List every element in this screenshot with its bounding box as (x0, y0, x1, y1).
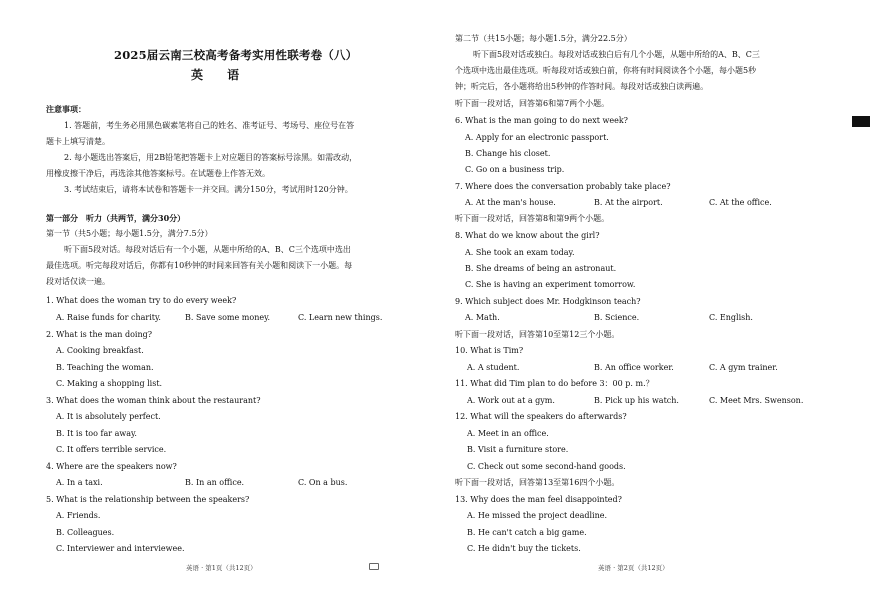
question: 3. What does the woman think about the restaurant? (46, 396, 261, 405)
section-heading: 第一节（共5小题；每小题1.5分，满分7.5分） (46, 229, 213, 238)
question: 11. What did Tim plan to do before 3：00 p. m.？ (455, 379, 654, 388)
instruction-line: 听下面5段对话。每段对话后有一个小题，从题中所给的A、B、C三个选项中选出 (64, 245, 351, 254)
option-a: A. It is absolutely perfect. (56, 412, 161, 421)
question: 1. What does the woman try to do every week? (46, 296, 237, 305)
notice-line: 1. 答题前，考生务必用黑色碳素笔将自己的姓名、准考证号、考场号、座位号在答 (64, 121, 355, 130)
subject-title: 英 语 (191, 68, 250, 82)
page-footer: 英语 · 第2页（共12页） (598, 564, 669, 572)
option-b: B. Science. (594, 313, 640, 322)
option-c: C. On a bus. (298, 478, 348, 487)
option-a: A. A student. (467, 363, 520, 372)
question: 6. What is the man going to do next week? (455, 116, 628, 125)
listening-hint: 听下面一段对话，回答第6和第7两个小题。 (455, 99, 610, 108)
binding-mark-icon (852, 116, 870, 127)
option-a: A. Meet in an office. (467, 429, 549, 438)
option-c: C. Check out some second-hand goods. (467, 462, 626, 471)
option-c: C. Learn new things. (298, 313, 383, 322)
instruction-line: 段对话仅读一遍。 (46, 277, 110, 286)
option-c: C. She is having an experiment tomorrow. (465, 280, 636, 289)
option-b: B. Pick up his watch. (594, 396, 679, 405)
option-a: A. Raise funds for charity. (56, 313, 161, 322)
listening-hint: 听下面一段对话，回答第8和第9两个小题。 (455, 214, 610, 223)
option-a: A. Work out at a gym. (467, 396, 555, 405)
option-b: B. In an office. (185, 478, 245, 487)
listening-hint: 听下面一段对话，回答第13至第16四个小题。 (455, 478, 620, 487)
option-c: C. Interviewer and interviewee. (56, 544, 185, 553)
option-a: A. She took an exam today. (465, 248, 575, 257)
instruction-line: 个选项中选出最佳选项。听每段对话或独白前，你将有时间阅读各个小题，每小题5秒 (455, 66, 757, 75)
question: 9. Which subject does Mr. Hodgkinson teach? (455, 297, 641, 306)
part-heading: 第一部分 听力（共两节，满分30分） (46, 213, 186, 223)
option-b: B. Teaching the woman. (56, 363, 154, 372)
instruction-line: 听下面5段对话或独白。每段对话或独白后有几个小题，从题中所给的A、B、C三 (473, 50, 760, 59)
listening-hint: 听下面一段对话，回答第10至第12三个小题。 (455, 330, 620, 339)
option-a: A. In a taxi. (56, 478, 103, 487)
notice-line: 2. 每小题选出答案后，用2B铅笔把答题卡上对应题目的答案标号涂黑。如需改动， (64, 153, 358, 162)
question: 4. Where are the speakers now? (46, 462, 177, 471)
instruction-line: 最佳选项。听完每段对话后，你都有10秒钟的时间来回答有关小题和阅读下一小题。每 (46, 261, 353, 270)
option-b: B. He can't catch a big game. (467, 528, 587, 537)
option-b: B. At the airport. (594, 198, 663, 207)
option-a: A. At the man's house. (465, 198, 556, 207)
question: 5. What is the relationship between the speakers? (46, 495, 250, 504)
option-b: B. Save some money. (185, 313, 271, 322)
question: 12. What will the speakers do afterwards? (455, 412, 627, 421)
option-b: B. Change his closet. (465, 149, 551, 158)
option-c: C. A gym trainer. (709, 363, 778, 372)
option-b: B. An office worker. (594, 363, 674, 372)
option-a: A. Friends. (56, 511, 101, 520)
notice-line: 3. 考试结束后，请将本试卷和答题卡一并交回。满分150分，考试用时120分钟。 (64, 185, 353, 194)
option-c: C. He didn't buy the tickets. (467, 544, 581, 553)
option-b: B. Colleagues. (56, 528, 115, 537)
notice-line: 用橡皮擦干净后，再选涂其他答案标号。在试题卷上作答无效。 (46, 169, 270, 178)
notice-line: 题卡上填写清楚。 (46, 137, 110, 146)
option-b: B. Visit a furniture store. (467, 445, 569, 454)
notice-heading: 注意事项： (46, 104, 86, 114)
question: 8. What do we know about the girl? (455, 231, 600, 240)
question: 10. What is Tim? (455, 346, 524, 355)
option-c: C. Making a shopping list. (56, 379, 163, 388)
option-a: A. Math. (465, 313, 500, 322)
section-heading: 第二节（共15小题；每小题1.5分，满分22.5分） (455, 34, 632, 43)
option-a: A. He missed the project deadline. (467, 511, 608, 520)
option-c: C. It offers terrible service. (56, 445, 167, 454)
option-b: B. She dreams of being an astronaut. (465, 264, 617, 273)
option-c: C. At the office. (709, 198, 772, 207)
option-c: C. Meet Mrs. Swenson. (709, 396, 804, 405)
question: 7. Where does the conversation probably take place? (455, 182, 671, 191)
option-a: A. Cooking breakfast. (56, 346, 144, 355)
page-separator-icon (369, 563, 379, 570)
question: 2. What is the man doing? (46, 330, 153, 339)
exam-title: 2025届云南三校高考备考实用性联考卷（八） (114, 48, 358, 62)
option-c: C. English. (709, 313, 753, 322)
question: 13. Why does the man feel disappointed? (455, 495, 622, 504)
page-footer: 英语 · 第1页（共12页） (186, 564, 257, 572)
option-a: A. Apply for an electronic passport. (465, 133, 609, 142)
instruction-line: 钟；听完后，各小题将给出5秒钟的作答时间。每段对话或独白读两遍。 (455, 82, 709, 91)
option-c: C. Go on a business trip. (465, 165, 565, 174)
option-b: B. It is too far away. (56, 429, 137, 438)
